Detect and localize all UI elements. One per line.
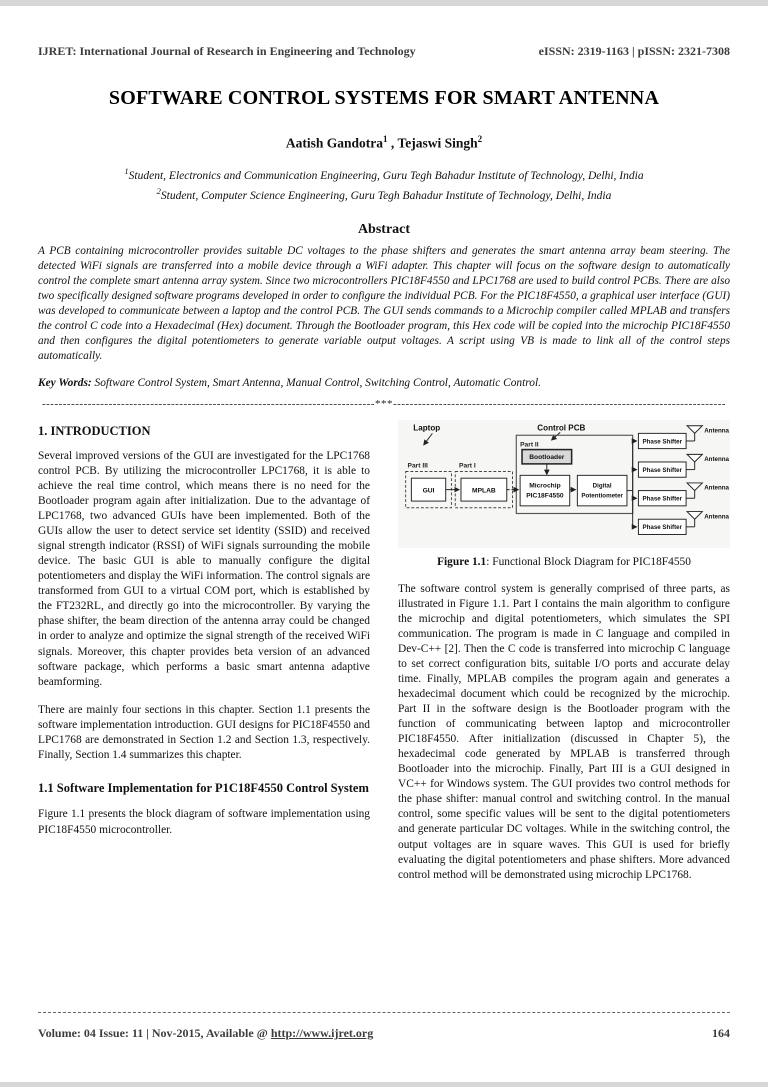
- affiliation-1-text: Student, Electronics and Communication Engineering, Guru Tegh Bahadur Institute of Technology, Delhi, India: [128, 169, 644, 182]
- section-1-1-paragraph: Figure 1.1 presents the block diagram of software implementation using PIC18F4550 microcontroller.: [38, 808, 370, 836]
- page-footer: [38, 1012, 730, 1041]
- figure-caption-text: : Functional Block Diagram for PIC18F4550: [486, 555, 691, 568]
- part3-label: Part III: [407, 462, 428, 470]
- antenna-3-label: Antenna: [704, 484, 729, 492]
- antenna-2-label: Antenna: [704, 455, 729, 463]
- digital-potentiometer-label-line2: Potentiometer: [581, 492, 623, 500]
- footer-left: [38, 1026, 373, 1041]
- phase-shifter-2-label: Phase Shifter: [642, 466, 683, 474]
- gui-label: GUI: [422, 487, 435, 495]
- antenna-1-label: Antenna: [704, 427, 729, 435]
- microchip-label-line1: Microchip: [529, 482, 561, 490]
- control-pcb-label: Control PCB: [537, 423, 586, 433]
- part1-label: Part I: [459, 462, 476, 470]
- affiliation-1-sup: 1: [124, 165, 129, 176]
- affiliation-1: [38, 165, 730, 186]
- digital-potentiometer-label-line1: Digital: [592, 482, 612, 490]
- star-divider: [38, 398, 730, 410]
- keywords-line: [38, 377, 730, 389]
- figure-1-1: [398, 420, 730, 548]
- digital-potentiometer-box: [577, 475, 627, 506]
- page-edge-bottom: [0, 1082, 768, 1087]
- author-1-sup: 1: [383, 134, 388, 144]
- phase-shifter-1-label: Phase Shifter: [642, 438, 683, 446]
- affiliation-2-text: Student, Computer Science Engineering, Guru Tegh Bahadur Institute of Technology, Delhi, India: [160, 189, 612, 202]
- author-1: Aatish Gandotra: [285, 135, 384, 151]
- figure-diagram: [398, 420, 730, 548]
- right-column-paragraph: The software control system is generally comprised of three parts, as illustrated in Figure 1.1. Part I contains the main algorithm to configure the microchip and digital potentiometers, which simulates the SPI communication. The program is made in C language and compiled in Dev-C++ [2]. Then the C code is transferred into microchip C language to set correct configuration bits, suitable I/O ports and accurate delay time. Finally, MPLAB compiles the program again and generates a hexadecimal document which could be recognized by the microchip. Part II in the software design is the Bootloader program with the function of communicating between laptop and microcontroller PIC18F4550. After initialization (discussed in Chapter 5), the hexadecimal code generated by MPLAB is transferred through Bootloader into the microchip. Finally, Part III is a GUI designed in VC++ for Windows system. The GUI provides two control methods for the phase shifter: manual control and switching control. In the manual control, some specific values will be sent to the digital potentiometers and generate particular DC voltages. While in the switching control, the output voltages are in square waves. This GUI is used for briefly evaluating the digital potentiometers and phase shifters. More advanced control method will be demonstrated using microchip LPC1768.: [398, 582, 730, 881]
- phase-shifter-4-label: Phase Shifter: [642, 524, 683, 532]
- intro-paragraph-1: Several improved versions of the GUI are investigated for the LPC1768 control PCB. By utilizing the microcontroller LPC1768, it is able to achieve the real time control, which means there is no need for the Bootloader program again after initialization. Due to the advantage of LPC1768, two advanced GUIs have been implemented. Both of the GUIs allow the user to detect service set identity (SSID) and received signal strength indicator (RSSI) of WiFi signals surrounding the mobile device. The basic GUI is able to manually configure the digital potentiometers and display the WiFi information. The control signals are transformed from GUI to a virtual COM port, which is established by the FT232RL, and directly go into the microcontroller. By varying the phase shifter, the beam direction of the antenna array could be changed in order to analyze and optimize the signal strength of the received WiFi signals. Moreover, this chapter provides beta version of an advanced software package, which performs a basic smart antenna adaptive beamforming.: [38, 449, 370, 688]
- author-2-sup: 2: [477, 134, 483, 144]
- laptop-label: Laptop: [413, 423, 441, 433]
- authors-line: [38, 134, 730, 152]
- page-title: SOFTWARE CONTROL SYSTEMS FOR SMART ANTENNA: [108, 87, 660, 109]
- keywords-text: Software Control System, Smart Antenna, Manual Control, Switching Control, Automatic Control.: [91, 376, 541, 389]
- antenna-4-label: Antenna: [704, 513, 729, 521]
- microchip-box: [520, 475, 570, 506]
- star-divider-text: --------------------------------------------------------------------------------***--------------------------------------------------------------------------------: [41, 397, 727, 410]
- footer-volume-text: Volume: 04 Issue: 11 | Nov-2015, Available @: [38, 1026, 271, 1040]
- mplab-label: MPLAB: [472, 487, 496, 495]
- part2-label: Part II: [520, 441, 539, 449]
- phase-shifter-3-label: Phase Shifter: [642, 495, 683, 503]
- abstract-text: A PCB containing microcontroller provides suitable DC voltages to the phase shifters and generates the smart antenna array beam steering. The detected WiFi signals are transferred into a mobile device through a WiFi adapter. This chapter will focus on the software design to automatically control the complete smart antenna array system. Since two microcontrollers PIC18F4550 and LPC1768 are used to build control PCBs. There are also two specifically designed software programs developed in order to configure the individual PCB. For the PIC18F4550, a graphical user interface (GUI) was developed to communicate between a laptop and the control PCB. The GUI sends commands to a Microchip compiler called MPLAB and transfers the control C code into a Hexadecimal (Hex) document. Through the Bootloader program, this Hex code will be copied into the microchip PIC18F4550 and then configures the digital potentiometers to generate variable output voltages. A script using VB is made to link all of the control steps automatically.: [38, 244, 730, 362]
- page-edge-top: [0, 0, 768, 6]
- left-column: [38, 420, 370, 851]
- keywords-label: Key Words:: [38, 376, 92, 389]
- journal-issn: eISSN: 2319-1163 | pISSN: 2321-7308: [538, 44, 730, 58]
- figure-caption-label: Figure 1.1: [437, 555, 487, 568]
- footer-url-link[interactable]: http://www.ijret.org: [270, 1026, 374, 1040]
- bootloader-label: Bootloader: [529, 454, 565, 462]
- figure-caption: [398, 556, 730, 568]
- footer-page-number: 164: [712, 1026, 730, 1040]
- section-heading-1-1: 1.1 Software Implementation for P1C18F4550 Control System: [38, 780, 369, 795]
- right-column: [398, 420, 730, 896]
- author-separator: ,: [387, 135, 398, 151]
- abstract-heading: Abstract: [357, 221, 411, 237]
- two-column-body: [38, 420, 730, 896]
- affiliation-2-sup: 2: [156, 186, 161, 197]
- journal-name: IJRET: International Journal of Research in Engineering and Technology: [38, 44, 416, 58]
- section-heading-introduction: 1. INTRODUCTION: [38, 423, 151, 438]
- intro-paragraph-2: There are mainly four sections in this chapter. Section 1.1 presents the software implementation introduction. GUI designs for PIC18F4550 and LPC1768 are demonstrated in Section 1.2 and Section 1.3, respectively. Finally, Section 1.4 summarizes this chapter.: [38, 703, 370, 761]
- author-2: Tejaswi Singh: [397, 135, 478, 151]
- microchip-label-line2: PIC18F4550: [526, 492, 564, 500]
- affiliations: [38, 165, 730, 206]
- affiliation-2: [38, 185, 730, 206]
- journal-header: [38, 44, 730, 59]
